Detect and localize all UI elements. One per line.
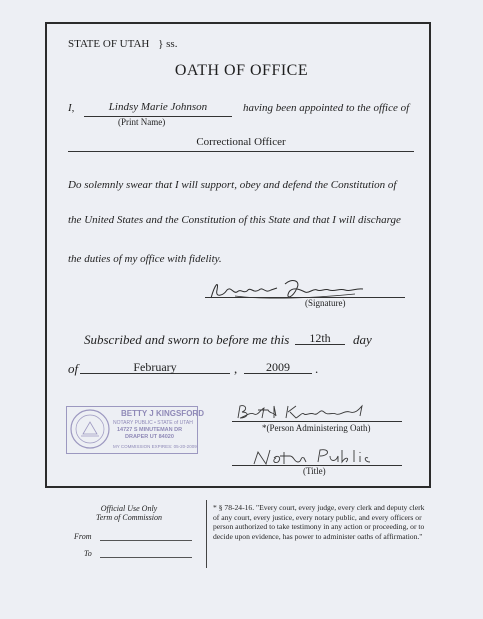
signature-label: (Signature) — [305, 298, 346, 308]
statute-text: * § 78-24-16. "Every court, every judge, every clerk and deputy clerk of any court, every justice, every notary public, and every officers or person authorized to take testimony in any action or proceeding, or to decide upon evidence, has power to administer oaths of affirmation." — [213, 503, 425, 541]
of-word: of — [68, 361, 79, 376]
page-title: OATH OF OFFICE — [174, 62, 309, 79]
subscribed-text: Subscribed and sworn to before me this — [84, 332, 290, 347]
to-field — [100, 556, 192, 558]
ss-label: } ss. — [158, 38, 178, 50]
i-label: I, — [68, 102, 75, 114]
administrator-signature-image — [234, 402, 384, 422]
name-field: Lindsy Marie Johnson — [108, 101, 208, 113]
stamp-line-2: NOTARY PUBLIC • STATE of UTAH — [113, 420, 193, 426]
appointed-text: having been appointed to the office of — [243, 102, 410, 114]
administrator-underline — [232, 420, 402, 422]
from-label: From — [74, 532, 92, 541]
stamp-line-4: DRAPER UT 84020 — [125, 434, 174, 440]
from-field — [100, 539, 192, 541]
comma: , — [234, 361, 238, 376]
administrator-label: *(Person Administering Oath) — [262, 423, 371, 433]
day-word: day — [353, 332, 372, 347]
footer-divider — [206, 500, 207, 568]
to-label: To — [84, 549, 92, 558]
official-use-label: Official Use Only Term of Commission — [96, 504, 162, 522]
stamp-name: BETTY J KINGSFORD — [121, 409, 204, 418]
state-heading — [68, 38, 177, 50]
office-field: Correctional Officer — [196, 136, 286, 148]
print-name-label: (Print Name) — [118, 117, 166, 127]
stamp-line-3: 14727 S MINUTEMAN DR — [117, 427, 183, 433]
oath-line-3: the duties of my office with fidelity. — [68, 253, 222, 265]
signature-image — [205, 276, 375, 302]
stamp-line-5: MY COMMISSION EXPIRES: 05-20-2009 — [113, 444, 197, 449]
title-label: (Title) — [303, 466, 326, 476]
day-field: 12th — [309, 331, 331, 345]
oath-line-2: the United States and the Constitution of this State and that I will discharge — [68, 214, 401, 226]
state-seal-icon — [69, 408, 111, 450]
period: . — [315, 361, 319, 376]
month-field: February — [133, 360, 177, 374]
year-field: 2009 — [266, 360, 290, 374]
state-label: STATE OF UTAH — [68, 38, 150, 50]
oath-line-1: Do solemnly swear that I will support, obey and defend the Constitution of — [68, 179, 397, 191]
notary-stamp — [66, 406, 204, 454]
